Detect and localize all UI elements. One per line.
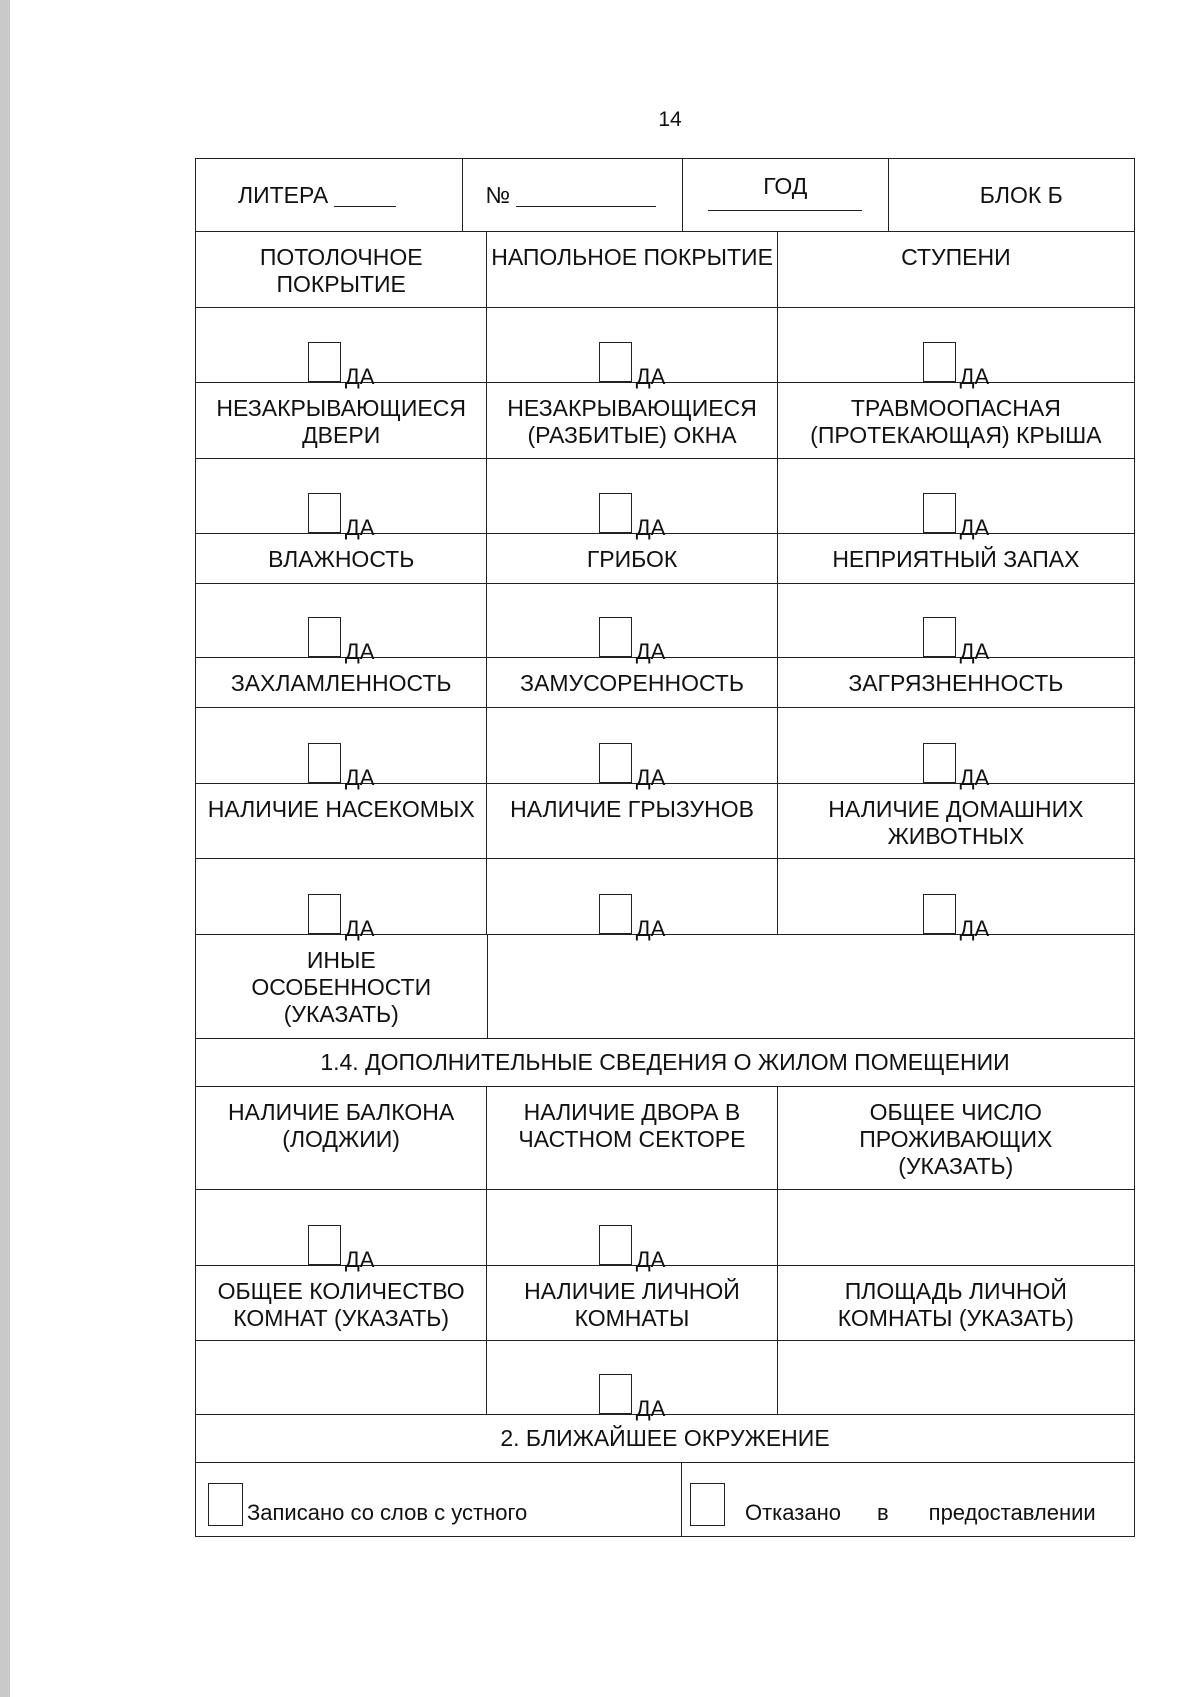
rooms-count-input[interactable]: [196, 1341, 487, 1414]
leaking-roof-checkbox[interactable]: [923, 493, 956, 533]
yes-label: ДА: [959, 364, 990, 389]
yes-label: ДА: [635, 515, 666, 540]
yes-label: ДА: [635, 364, 666, 389]
rodents-checkbox[interactable]: [599, 894, 632, 934]
block-label: БЛОК Б: [979, 181, 1063, 208]
fungus-label: ГРИБОК: [487, 534, 777, 583]
ceiling-label: ПОТОЛОЧНОЕ ПОКРЫТИЕ: [196, 232, 487, 307]
unclosing-doors-checkbox[interactable]: [308, 493, 341, 533]
label-row: [195, 232, 1135, 308]
clutter-checkbox[interactable]: [308, 743, 341, 783]
checkbox-row: [195, 1341, 1135, 1421]
checkbox-row: [195, 459, 1135, 540]
refused-word-3: предоставлении: [928, 1500, 1096, 1525]
recorded-oral-option: [196, 1463, 682, 1536]
yes-label: ДА: [344, 916, 375, 941]
checkbox-row: [195, 584, 1135, 664]
refused-word-1: Отказано: [744, 1500, 841, 1525]
checkbox-row: [195, 859, 1135, 941]
other-features-label: ИНЫЕ ОСОБЕННОСТИ (УКАЗАТЬ): [196, 935, 488, 1038]
litera-label: ЛИТЕРА: [238, 181, 329, 208]
balcony-checkbox[interactable]: [308, 1225, 341, 1265]
clutter-label: ЗАХЛАМЛЕННОСТЬ: [196, 658, 487, 707]
bad-smell-checkbox[interactable]: [923, 617, 956, 657]
pets-checkbox[interactable]: [923, 894, 956, 934]
year-label: ГОД: [763, 173, 808, 199]
insects-label: НАЛИЧИЕ НАСЕКОМЫХ: [196, 784, 487, 858]
checkbox-row: [195, 308, 1135, 389]
checkbox-row: [195, 708, 1135, 790]
litera-blank-line[interactable]: [334, 184, 396, 207]
section-heading-row: [195, 1039, 1135, 1087]
littering-checkbox[interactable]: [599, 743, 632, 783]
year-field: [683, 159, 889, 231]
insects-checkbox[interactable]: [308, 894, 341, 934]
private-yard-checkbox[interactable]: [599, 1225, 632, 1265]
recorded-oral-checkbox[interactable]: [208, 1483, 243, 1526]
yes-label: ДА: [635, 1396, 666, 1421]
label-row: [195, 1266, 1135, 1341]
dirtiness-label: ЗАГРЯЗНЕННОСТЬ: [848, 670, 1064, 696]
yes-label: ДА: [959, 916, 990, 941]
pets-label: НАЛИЧИЕ ДОМАШНИХ ЖИВОТНЫХ: [828, 796, 1084, 849]
unclosing-doors-label: НЕЗАКРЫВАЮЩИЕСЯ ДВЕРИ: [196, 383, 487, 458]
stairs-checkbox[interactable]: [923, 342, 956, 382]
yes-label: ДА: [959, 639, 990, 664]
littering-label: ЗАМУСОРЕННОСТЬ: [487, 658, 777, 707]
yes-label: ДА: [959, 765, 990, 790]
environment-options-row: [195, 1463, 1135, 1537]
form-header: [195, 158, 1135, 232]
yes-label: ДА: [344, 765, 375, 790]
personal-room-area-input[interactable]: [778, 1341, 1134, 1414]
broken-windows-label: НЕЗАКРЫВАЮЩИЕСЯ (РАЗБИТЫЕ) ОКНА: [487, 383, 777, 458]
bad-smell-label: НЕПРИЯТНЫЙ ЗАПАХ: [832, 546, 1080, 572]
yes-label: ДА: [344, 639, 375, 664]
yes-label: ДА: [959, 515, 990, 540]
other-features-input[interactable]: [488, 935, 1134, 1038]
ceiling-checkbox[interactable]: [308, 342, 341, 382]
label-row: [195, 383, 1135, 459]
survey-form: [195, 158, 1135, 1537]
section-heading-row: [195, 1415, 1135, 1463]
recorded-oral-label: Записано со слов с устного: [247, 1500, 528, 1525]
other-features-row: [195, 935, 1135, 1039]
refused-option: [682, 1463, 1134, 1536]
leaking-roof-label: ТРАВМООПАСНАЯ (ПРОТЕКАЮЩАЯ) КРЫША: [810, 395, 1102, 448]
page-edge-bar: [0, 0, 10, 1697]
personal-room-checkbox[interactable]: [599, 1374, 632, 1414]
label-row: [195, 1087, 1135, 1190]
label-row: [195, 658, 1135, 708]
yes-label: ДА: [344, 364, 375, 389]
label-row: [195, 784, 1135, 859]
year-blank-line[interactable]: [708, 210, 862, 211]
rodents-label: НАЛИЧИЕ ГРЫЗУНОВ: [487, 784, 777, 858]
section-2-title: 2. БЛИЖАЙШЕЕ ОКРУЖЕНИЕ: [500, 1425, 830, 1451]
residents-count-label: ОБЩЕЕ ЧИСЛО ПРОЖИВАЮЩИХ (УКАЗАТЬ): [859, 1099, 1053, 1179]
yes-label: ДА: [635, 1247, 666, 1272]
refused-word-2: в: [876, 1500, 889, 1525]
page-number: 14: [658, 108, 682, 131]
broken-windows-checkbox[interactable]: [599, 493, 632, 533]
stairs-label: СТУПЕНИ: [901, 244, 1011, 270]
yes-label: ДА: [635, 916, 666, 941]
yes-label: ДА: [344, 1247, 375, 1272]
humidity-label: ВЛАЖНОСТЬ: [196, 534, 487, 583]
personal-room-area-label: ПЛОЩАДЬ ЛИЧНОЙ КОМНАТЫ (УКАЗАТЬ): [837, 1278, 1074, 1331]
checkbox-row: [195, 1190, 1135, 1272]
balcony-label: НАЛИЧИЕ БАЛКОНА (ЛОДЖИИ): [196, 1087, 487, 1189]
litera-field: [196, 159, 463, 231]
refused-checkbox[interactable]: [690, 1483, 725, 1526]
yes-label: ДА: [635, 765, 666, 790]
section-1-4-title: 1.4. ДОПОЛНИТЕЛЬНЫЕ СВЕДЕНИЯ О ЖИЛОМ ПОМЕЩЕНИИ: [320, 1049, 1010, 1075]
number-field: [463, 159, 683, 231]
private-yard-label: НАЛИЧИЕ ДВОРА В ЧАСТНОМ СЕКТОРЕ: [487, 1087, 777, 1189]
personal-room-label: НАЛИЧИЕ ЛИЧНОЙ КОМНАТЫ: [487, 1266, 777, 1340]
residents-count-input[interactable]: [778, 1190, 1134, 1265]
floor-checkbox[interactable]: [599, 342, 632, 382]
rooms-count-label: ОБЩЕЕ КОЛИЧЕСТВО КОМНАТ (УКАЗАТЬ): [196, 1266, 487, 1340]
number-blank-line[interactable]: [516, 184, 656, 207]
number-label: №: [485, 181, 511, 208]
fungus-checkbox[interactable]: [599, 617, 632, 657]
yes-label: ДА: [344, 515, 375, 540]
dirtiness-checkbox[interactable]: [923, 743, 956, 783]
humidity-checkbox[interactable]: [308, 617, 341, 657]
yes-label: ДА: [635, 639, 666, 664]
label-row: [195, 534, 1135, 584]
floor-label: НАПОЛЬНОЕ ПОКРЫТИЕ: [487, 232, 777, 307]
